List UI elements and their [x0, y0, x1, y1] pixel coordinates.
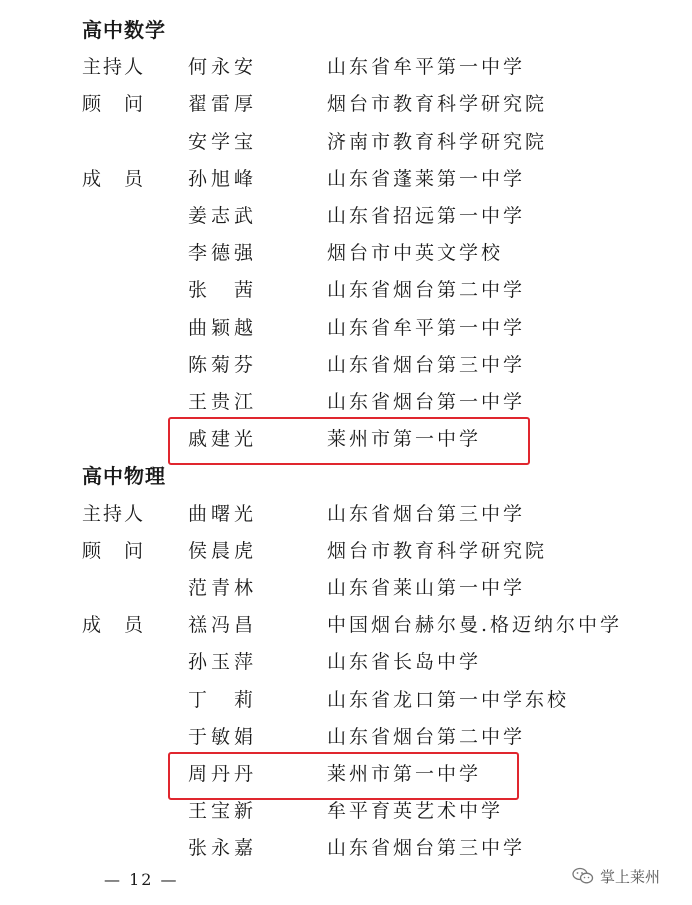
member-row	[0, 828, 692, 865]
member-name: 孙玉萍	[188, 651, 258, 674]
organization: 山东省烟台第二中学	[327, 725, 526, 748]
member-name: 张 茜	[188, 279, 258, 302]
member-name: 戚建光	[188, 428, 258, 451]
organization: 山东省烟台第三中学	[327, 502, 526, 525]
member-row	[0, 680, 692, 717]
member-row	[0, 531, 692, 568]
organization: 山东省烟台第二中学	[327, 279, 526, 302]
member-name: 张永嘉	[188, 837, 258, 860]
role-label: 成 员	[82, 614, 146, 637]
organization: 中国烟台赫尔曼.格迈纳尔中学	[327, 614, 623, 637]
member-name: 侯晨虎	[188, 539, 258, 562]
member-name: 何永安	[188, 56, 258, 79]
member-name: 孙旭峰	[188, 167, 258, 190]
member-name: 陈菊芬	[188, 353, 258, 376]
organization: 山东省蓬莱第一中学	[327, 167, 526, 190]
member-row	[0, 47, 692, 84]
section-title: 高中物理	[82, 464, 166, 489]
member-name: 于敏娟	[188, 725, 258, 748]
member-name: 曲曙光	[188, 502, 258, 525]
member-name: 范青林	[188, 577, 258, 599]
member-row	[0, 122, 692, 159]
page-number: — 12 —	[104, 870, 179, 889]
organization: 济南市教育科学研究院	[327, 130, 548, 153]
member-row	[0, 568, 692, 605]
member-row	[0, 159, 692, 196]
member-row	[0, 494, 692, 531]
member-row	[0, 345, 692, 382]
watermark-text: 掌上莱州	[600, 867, 661, 886]
member-name: 王宝新	[188, 800, 258, 823]
role-label: 顾 问	[82, 539, 146, 562]
organization: 烟台市教育科学研究院	[327, 93, 548, 116]
watermark	[572, 864, 660, 888]
member-name: 周丹丹	[188, 763, 258, 785]
organization: 山东省牟平第一中学	[327, 56, 526, 79]
organization: 山东省长岛中学	[327, 651, 482, 674]
member-row	[0, 791, 692, 828]
organization: 山东省招远第一中学	[327, 205, 526, 227]
organization: 牟平育英艺术中学	[327, 800, 504, 823]
organization: 山东省莱山第一中学	[327, 577, 526, 599]
member-row	[0, 196, 692, 233]
member-row	[0, 642, 692, 679]
member-row	[0, 270, 692, 307]
member-row	[0, 233, 692, 270]
member-row	[0, 382, 692, 419]
section-title: 高中数学	[82, 18, 166, 42]
member-row	[0, 308, 692, 345]
organization: 山东省烟台第一中学	[327, 391, 526, 413]
organization: 烟台市教育科学研究院	[327, 539, 548, 562]
member-name: 丁 莉	[188, 688, 258, 711]
member-row	[0, 605, 692, 642]
member-name: 李德强	[188, 242, 258, 265]
highlight-box	[168, 417, 530, 465]
wechat-icon	[572, 867, 594, 885]
organization: 烟台市中英文学校	[327, 242, 504, 265]
organization: 莱州市第一中学	[327, 428, 482, 451]
organization: 山东省烟台第三中学	[327, 837, 526, 860]
member-name: 曲颖越	[188, 316, 258, 339]
member-name: 王贵江	[188, 391, 258, 413]
member-name: 禚冯昌	[188, 614, 258, 637]
role-label: 主持人	[82, 56, 146, 79]
organization: 山东省烟台第三中学	[327, 353, 526, 376]
organization: 山东省龙口第一中学东校	[327, 688, 570, 711]
member-row	[0, 717, 692, 754]
role-label: 成 员	[82, 167, 146, 190]
member-name: 姜志武	[188, 205, 258, 227]
member-row	[0, 84, 692, 121]
member-name: 翟雷厚	[188, 93, 258, 116]
role-label: 主持人	[82, 502, 146, 525]
organization: 山东省牟平第一中学	[327, 316, 526, 339]
role-label: 顾 问	[82, 93, 146, 116]
member-name: 安学宝	[188, 130, 258, 153]
organization: 莱州市第一中学	[327, 763, 482, 785]
